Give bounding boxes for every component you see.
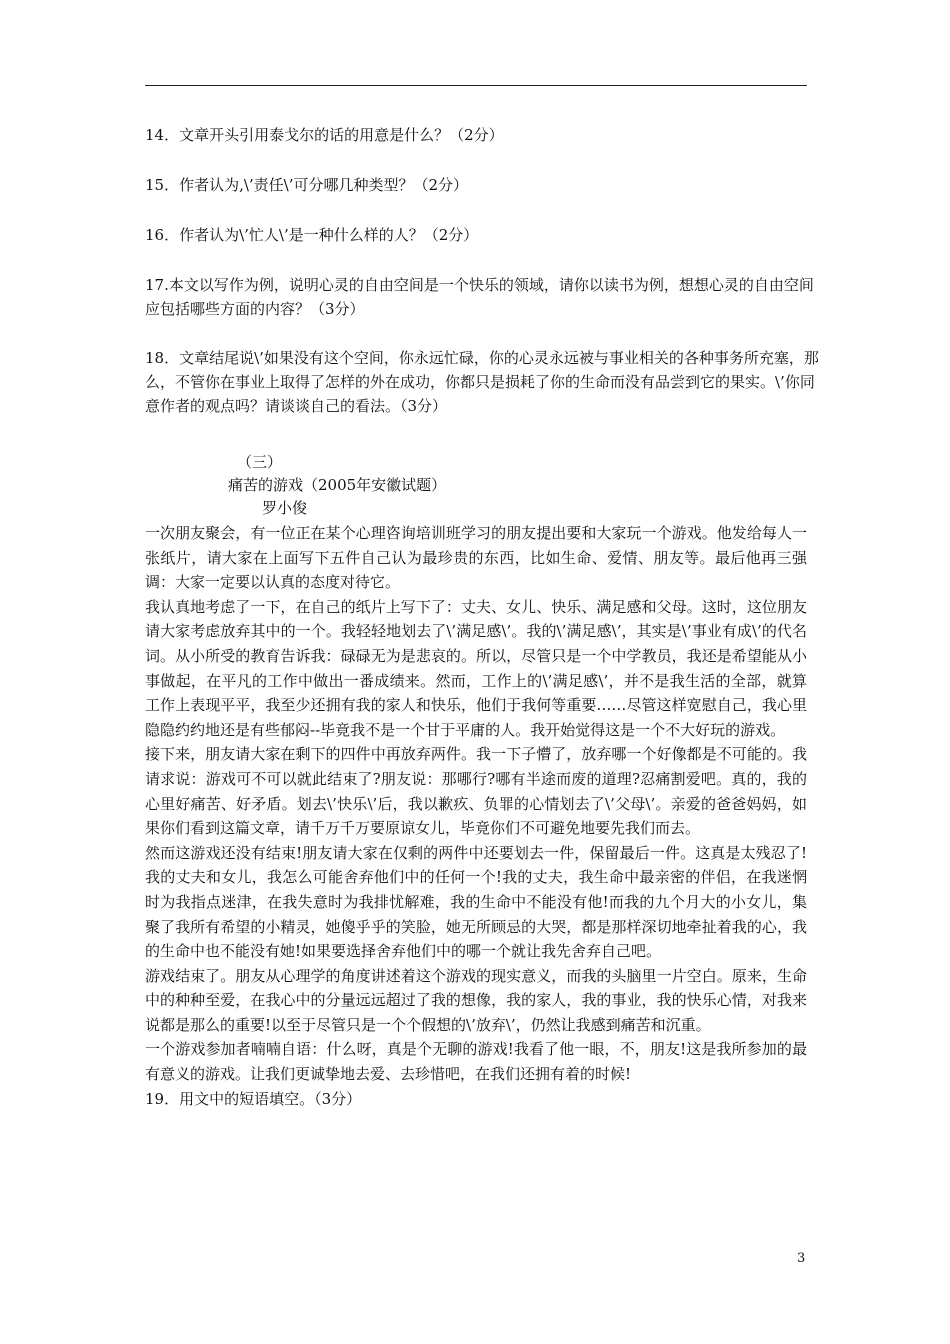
page-number: 3 [797, 1251, 806, 1266]
paragraph: 游戏结束了。朋友从心理学的角度讲述着这个游戏的现实意义，而我的头脑里一片空白。原来，生命中的种种至爱，在我心中的分量远远超过了我的想像，我的家人，我的事业，我的快乐心情，对我来说都是那么的重要!以至于尽管只是一个个假想的\’放弃\’，仍然让我感到痛苦和沉重。 [145, 966, 807, 1034]
section-label: （三） [237, 453, 283, 471]
question-19: 19．用文中的短语填空。（3分） [145, 1089, 362, 1108]
question-14: 14．文章开头引用泰戈尔的话的用意是什么？（2分） [145, 126, 504, 144]
question-18: 18．文章结尾说\’如果没有这个空间，你永远忙碌，你的心灵永远被与事业相关的各种事务所充塞，那么，不管你在事业上取得了怎样的外在成功，你都只是损耗了你的生命而没有品尝到它的果实。\’你同意作者的观点吗？请谈谈自己的看法。（3分） [145, 349, 819, 415]
paragraph: 一次朋友聚会，有一位正在某个心理咨询培训班学习的朋友提出要和大家玩一个游戏。他发给每人一张纸片，请大家在上面写下五件自己认为最珍贵的东西，比如生命、爱情、朋友等。最后他再三强调：大家一定要以认真的态度对待它。 [145, 524, 807, 592]
question-17: 17.本文以写作为例，说明心灵的自由空间是一个快乐的领域，请你以读书为例，想想心灵的自由空间应包括哪些方面的内容？（3分） [145, 276, 814, 318]
story-body [145, 521, 807, 1111]
paragraph: 然而这游戏还没有结束!朋友请大家在仅剩的两件中还要划去一件，保留最后一件。这真是太残忍了!我的丈夫和女儿，我怎么可能舍弃他们中的任何一个!我的丈夫，我生命中最亲密的伴侣，在我迷惘时为我指点迷津，在我失意时为我排忧解难，我的生命中不能没有他!而我的九个月大的小女儿，集聚了我所有希望的小精灵，她傻乎乎的笑脸，她无所顾忌的大哭，都是那样深切地牵扯着我的心，我的生命中也不能没有她!如果要选择舍弃他们中的哪一个就让我先舍弃自己吧。 [145, 843, 807, 961]
question-16: 16．作者认为\’忙人\’是一种什么样的人？（2分） [145, 226, 479, 244]
story-author: 罗小俊 [262, 499, 308, 517]
paragraph: 接下来，朋友请大家在剩下的四件中再放弃两件。我一下子懵了，放弃哪一个好像都是不可能的。我请求说：游戏可不可以就此结束了?朋友说：那哪行?哪有半途而废的道理?忍痛割爱吧。真的，我的心里好痛苦、好矛盾。划去\’快乐\’后，我以歉疚、负罪的心情划去了\’父母\’。亲爱的爸爸妈妈，如果你们看到这篇文章，请千万千万要原谅女儿，毕竟你们不可避免地要先我们而去。 [145, 745, 807, 838]
paragraph: 一个游戏参加者喃喃自语：什么呀，真是个无聊的游戏!我看了他一眼，不，朋友!这是我所参加的最有意义的游戏。让我们更诚挚地去爱、去珍惜吧，在我们还拥有着的时候! [145, 1040, 807, 1084]
header-rule [145, 85, 807, 86]
paragraph: 我认真地考虑了一下，在自己的纸片上写下了：丈夫、女儿、快乐、满足感和父母。这时，这位朋友请大家考虑放弃其中的一个。我轻轻地划去了\’满足感\’。我的\’满足感\’，其实是\’事业有成\’的代名词。从小所受的教育告诉我：碌碌无为是悲哀的。所以，尽管只是一个中学教员，我还是希望能从小事做起，在平凡的工作中做出一番成绩来。然而，工作上的\’满足感\’，并不是我生活的全部，就算工作上表现平平，我至少还拥有我的家人和快乐，他们于我何等重要……尽管这样宽慰自己，我心里隐隐约约地还是有些郁闷--毕竟我不是一个甘于平庸的人。我开始觉得这是一个不大好玩的游戏。 [145, 597, 807, 739]
story-title: 痛苦的游戏（2005年安徽试题） [228, 476, 447, 494]
question-15: 15．作者认为,\’责任\’可分哪几种类型？（2分） [145, 176, 469, 194]
